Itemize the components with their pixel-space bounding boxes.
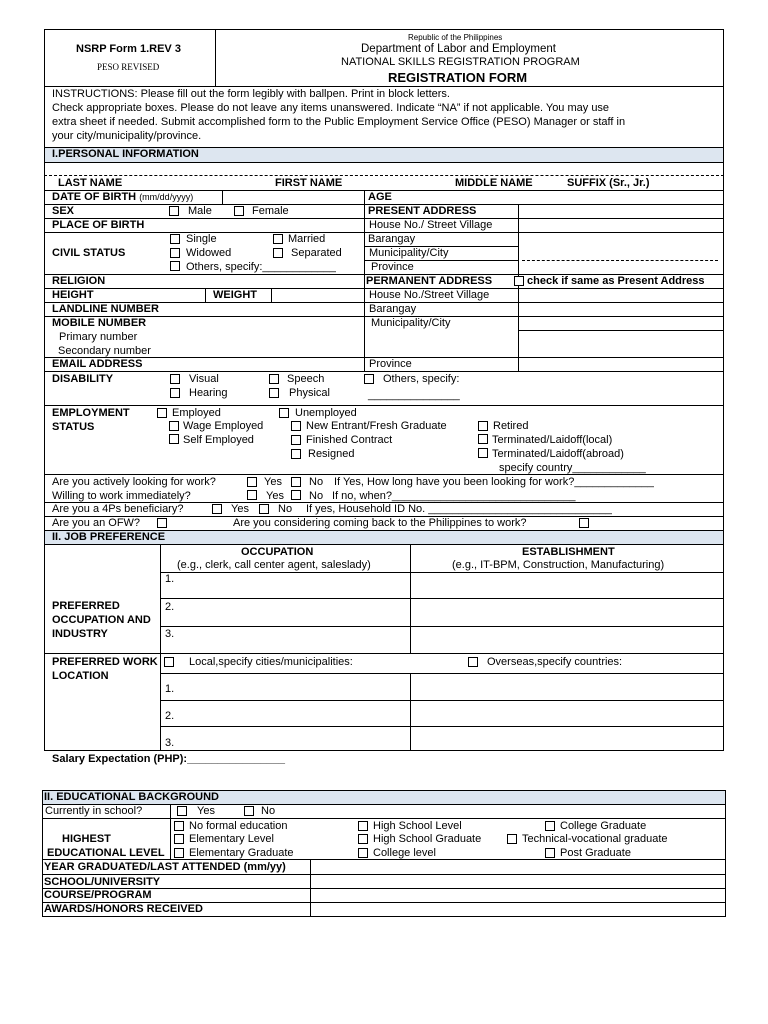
hearing-checkbox[interactable] xyxy=(170,388,180,398)
looking-yes-checkbox[interactable] xyxy=(247,477,257,487)
finished-contract-label: Finished Contract xyxy=(306,434,393,446)
school-university-label: SCHOOL/UNIVERSITY xyxy=(44,876,161,888)
suffix-label: SUFFIX (Sr., Jr.) xyxy=(567,177,650,189)
instructions-line-1: INSTRUCTIONS: Please fill out the form legibly with ballpen. Print in block letters. xyxy=(52,88,450,100)
dept-label: Department of Labor and Employment xyxy=(361,43,556,55)
speech-label: Speech xyxy=(287,373,325,385)
terminated-local-checkbox[interactable] xyxy=(478,434,488,444)
awards-label: AWARDS/HONORS RECEIVED xyxy=(44,903,203,915)
preferred-label-2: OCCUPATION AND xyxy=(52,614,151,626)
looking-yes-label: Yes xyxy=(264,476,282,488)
mobile-label: MOBILE NUMBER xyxy=(52,317,147,329)
barangay-label: Barangay xyxy=(368,233,416,245)
present-address-label: PRESENT ADDRESS xyxy=(368,205,477,217)
place-of-birth-label: PLACE OF BIRTH xyxy=(52,219,145,231)
no-formal-label: No formal education xyxy=(189,820,288,832)
wage-employed-checkbox[interactable] xyxy=(169,421,179,431)
male-label: Male xyxy=(188,205,212,217)
year-graduated-label: YEAR GRADUATED/LAST ATTENDED (mm/yy) xyxy=(44,861,286,873)
peso-revised: PESO REVISED xyxy=(97,62,160,72)
hs-level-label: High School Level xyxy=(373,820,462,832)
occupation-example: (e.g., clerk, call center agent, saleslady) xyxy=(177,559,371,571)
first-name-label: FIRST NAME xyxy=(275,177,343,189)
municipality-permanent-label: Municipality/City xyxy=(371,317,451,329)
civil-others-label: Others, specify:____________ xyxy=(186,261,336,273)
terminated-abroad-label: Terminated/Laidoff(abroad) xyxy=(492,448,624,460)
post-graduate-checkbox[interactable] xyxy=(545,848,555,858)
location-row-2: 2. xyxy=(165,710,175,722)
overseas-checkbox[interactable] xyxy=(468,657,478,667)
highest-label: HIGHEST xyxy=(62,833,111,845)
married-label: Married xyxy=(288,233,326,245)
fourps-yes-label: Yes xyxy=(231,503,249,515)
separated-label: Separated xyxy=(291,247,342,259)
college-level-checkbox[interactable] xyxy=(358,848,368,858)
form-number: NSRP Form 1.REV 3 xyxy=(76,43,181,55)
visual-checkbox[interactable] xyxy=(170,374,180,384)
retired-checkbox[interactable] xyxy=(478,421,488,431)
no-formal-checkbox[interactable] xyxy=(174,821,184,831)
permanent-address-label: PERMANENT ADDRESS xyxy=(366,275,493,287)
sex-label: SEX xyxy=(52,205,75,217)
hs-graduate-checkbox[interactable] xyxy=(358,834,368,844)
preferred-label-1: PREFERRED xyxy=(52,600,120,612)
school-yes-label: Yes xyxy=(197,805,215,817)
section-education: II. EDUCATIONAL BACKGROUND xyxy=(44,791,219,803)
section-job-preference: II. JOB PREFERENCE xyxy=(52,531,166,543)
weight-label: WEIGHT xyxy=(213,289,257,301)
terminated-abroad-checkbox[interactable] xyxy=(478,448,488,458)
widowed-checkbox[interactable] xyxy=(170,248,180,258)
self-employed-checkbox[interactable] xyxy=(169,434,179,444)
unemployed-label: Unemployed xyxy=(295,407,357,419)
looking-no-label: No xyxy=(309,476,324,488)
overseas-label: Overseas,specify countries: xyxy=(487,656,623,668)
occupation-row-1: 1. xyxy=(165,573,175,585)
physical-label: Physical xyxy=(289,387,330,399)
college-graduate-checkbox[interactable] xyxy=(545,821,555,831)
location-row-3: 3. xyxy=(165,737,175,749)
specify-country-label: specify country____________ xyxy=(499,462,646,474)
self-employed-label: Self Employed xyxy=(183,434,254,446)
female-checkbox[interactable] xyxy=(234,206,244,216)
school-yes-checkbox[interactable] xyxy=(177,806,187,816)
dob-label: DATE OF BIRTH (mm/dd/yyyy) xyxy=(52,191,194,203)
occupation-row-2: 2. xyxy=(165,601,175,613)
male-checkbox[interactable] xyxy=(169,206,179,216)
college-level-label: College level xyxy=(373,847,436,859)
height-label: HEIGHT xyxy=(52,289,94,301)
landline-label: LANDLINE NUMBER xyxy=(52,303,159,315)
house-no-permanent-label: House No./Street Village xyxy=(369,289,490,301)
terminated-local-label: Terminated/Laidoff(local) xyxy=(492,434,613,446)
college-graduate-label: College Graduate xyxy=(560,820,647,832)
employment-label: EMPLOYMENT xyxy=(52,407,130,419)
age-label: AGE xyxy=(368,191,392,203)
province-permanent-label: Province xyxy=(369,358,412,370)
secondary-number-label: Secondary number xyxy=(58,345,151,357)
employed-checkbox[interactable] xyxy=(157,408,167,418)
widowed-label: Widowed xyxy=(186,247,232,259)
same-address-label: check if same as Present Address xyxy=(527,275,705,287)
if-no-when-label: If no, when?______________________________ xyxy=(332,490,576,502)
municipality-label: Municipality/City xyxy=(369,247,449,259)
local-checkbox[interactable] xyxy=(164,657,174,667)
fourps-question: Are you a 4Ps beneficiary? xyxy=(52,503,184,515)
elementary-graduate-label: Elementary Graduate xyxy=(189,847,294,859)
fourps-no-label: No xyxy=(278,503,293,515)
wage-employed-label: Wage Employed xyxy=(183,420,264,432)
barangay-permanent-label: Barangay xyxy=(369,303,417,315)
employment-status-label: STATUS xyxy=(52,421,95,433)
coming-back-checkbox[interactable] xyxy=(579,518,589,528)
physical-checkbox[interactable] xyxy=(269,388,279,398)
elementary-level-checkbox[interactable] xyxy=(174,834,184,844)
preferred-label-3: INDUSTRY xyxy=(52,628,108,640)
married-checkbox[interactable] xyxy=(273,234,283,244)
female-label: Female xyxy=(252,205,289,217)
republic-label: Republic of the Philippines xyxy=(408,33,503,42)
hs-level-checkbox[interactable] xyxy=(358,821,368,831)
how-long-label: If Yes, How long have you been looking for work?_____________ xyxy=(334,476,654,488)
establishment-header: ESTABLISHMENT xyxy=(522,546,615,558)
work-location-label-2: LOCATION xyxy=(52,670,109,682)
middle-name-label: MIDDLE NAME xyxy=(455,177,533,189)
ofw-question: Are you an OFW? xyxy=(52,517,141,529)
civil-others-checkbox[interactable] xyxy=(170,261,180,271)
instructions-line-3: extra sheet if needed. Submit accomplished form to the Public Employment Service Office (PESO) Manager or staff in xyxy=(52,116,626,128)
resigned-label: Resigned xyxy=(308,448,355,460)
willing-no-label: No xyxy=(309,490,324,502)
elementary-graduate-checkbox[interactable] xyxy=(174,848,184,858)
willing-no-checkbox[interactable] xyxy=(291,490,301,500)
establishment-example: (e.g., IT-BPM, Construction, Manufacturing) xyxy=(452,559,665,571)
email-label: EMAIL ADDRESS xyxy=(52,358,143,370)
fourps-no-checkbox[interactable] xyxy=(259,504,269,514)
ofw-checkbox[interactable] xyxy=(157,518,167,528)
civil-status-label: CIVIL STATUS xyxy=(52,247,126,259)
speech-checkbox[interactable] xyxy=(269,374,279,384)
single-label: Single xyxy=(186,233,217,245)
local-label: Local,specify cities/municipalities: xyxy=(189,656,353,668)
separated-checkbox[interactable] xyxy=(273,248,283,258)
new-entrant-label: New Entrant/Fresh Graduate xyxy=(306,420,447,432)
new-entrant-checkbox[interactable] xyxy=(291,421,301,431)
willing-question: Willing to work immediately? xyxy=(52,490,191,502)
section-personal: I.PERSONAL INFORMATION xyxy=(52,148,199,160)
location-row-1: 1. xyxy=(165,683,175,695)
program-label: NATIONAL SKILLS REGISTRATION PROGRAM xyxy=(341,56,580,68)
techvoc-checkbox[interactable] xyxy=(507,834,517,844)
retired-label: Retired xyxy=(493,420,529,432)
work-location-label-1: PREFERRED WORK xyxy=(52,656,158,668)
willing-yes-checkbox[interactable] xyxy=(247,490,257,500)
same-address-checkbox[interactable] xyxy=(514,276,524,286)
occupation-row-3: 3. xyxy=(165,628,175,640)
instructions-line-2: Check appropriate boxes. Please do not leave any items unanswered. Indicate “NA” if not applicable. You may use xyxy=(52,102,610,114)
occupation-header: OCCUPATION xyxy=(241,546,314,558)
salary-expectation-label: Salary Expectation (PHP):________________ xyxy=(52,753,285,765)
techvoc-label: Technical-vocational graduate xyxy=(522,833,668,845)
educational-level-label: EDUCATIONAL LEVEL xyxy=(47,847,165,859)
instructions-line-4: your city/municipality/province. xyxy=(52,130,202,142)
disability-label: DISABILITY xyxy=(52,373,114,385)
disability-others-checkbox[interactable] xyxy=(364,374,374,384)
finished-contract-checkbox[interactable] xyxy=(291,435,301,445)
elementary-level-label: Elementary Level xyxy=(189,833,274,845)
single-checkbox[interactable] xyxy=(170,234,180,244)
religion-label: RELIGION xyxy=(52,275,106,287)
last-name-label: LAST NAME xyxy=(58,177,123,189)
form-title: REGISTRATION FORM xyxy=(388,70,528,85)
coming-back-question: Are you considering coming back to the Philippines to work? xyxy=(233,517,527,529)
willing-yes-label: Yes xyxy=(266,490,284,502)
disability-others-line: _______________ xyxy=(368,389,460,401)
house-no-label: House No./ Street Village xyxy=(369,219,493,231)
disability-others-label: Others, specify: xyxy=(383,373,460,385)
household-id-label: If yes, Household ID No. ______________________________ xyxy=(306,503,612,515)
fourps-yes-checkbox[interactable] xyxy=(212,504,222,514)
course-program-label: COURSE/PROGRAM xyxy=(44,889,152,901)
primary-number-label: Primary number xyxy=(59,331,138,343)
unemployed-checkbox[interactable] xyxy=(279,408,289,418)
hs-graduate-label: High School Graduate xyxy=(373,833,482,845)
visual-label: Visual xyxy=(189,373,219,385)
school-no-checkbox[interactable] xyxy=(244,806,254,816)
province-label: Province xyxy=(371,261,414,273)
post-graduate-label: Post Graduate xyxy=(560,847,631,859)
employed-label: Employed xyxy=(172,407,221,419)
resigned-checkbox[interactable] xyxy=(291,449,301,459)
currently-in-school-label: Currently in school? xyxy=(45,805,143,817)
school-no-label: No xyxy=(261,805,276,817)
looking-for-work-question: Are you actively looking for work? xyxy=(52,476,216,488)
hearing-label: Hearing xyxy=(189,387,228,399)
looking-no-checkbox[interactable] xyxy=(291,477,301,487)
